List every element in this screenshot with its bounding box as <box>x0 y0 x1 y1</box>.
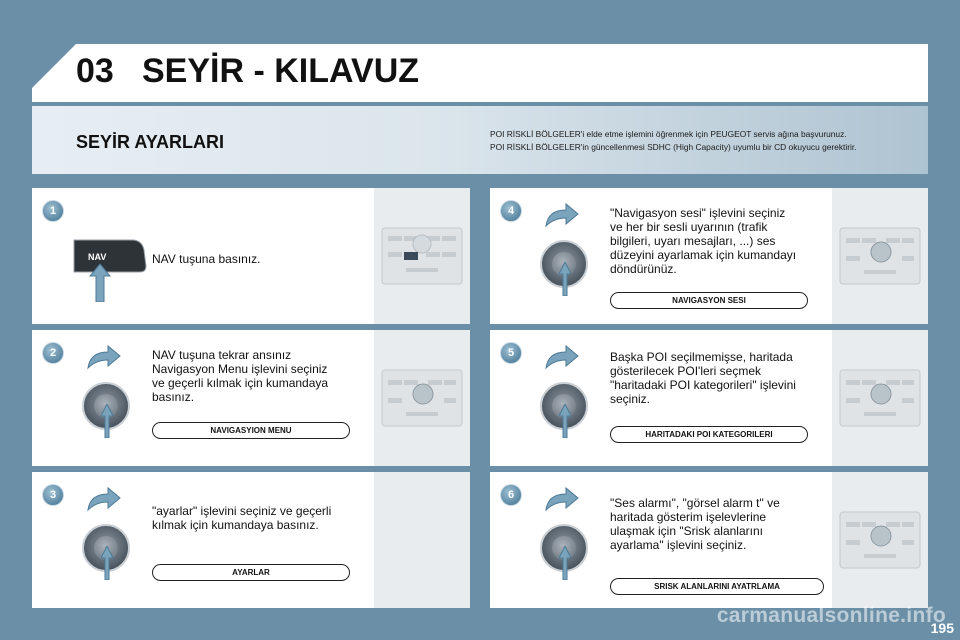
radio-image-panel <box>374 472 470 608</box>
step-number-badge: 5 <box>500 342 522 364</box>
instruction-line: ulaşmak için "Srisk alanlarını <box>610 524 763 538</box>
instruction-line: ve geçerli kılmak için kumandaya <box>152 376 329 390</box>
menu-label-pill: NAVIGASYION MENU <box>152 422 350 439</box>
radio-control-panel-image <box>838 226 922 286</box>
nav-button-text: NAV <box>88 252 107 262</box>
instruction-line: seçiniz. <box>610 392 651 406</box>
step-instruction <box>610 350 796 406</box>
instruction-line: ve her bir sesli uyarının (trafik <box>610 220 768 234</box>
section-title: SEYİR AYARLARI <box>76 132 225 152</box>
instruction-line: bilgileri, uyarı mesajları, ...) ses <box>610 234 776 248</box>
step-number-badge: 3 <box>42 484 64 506</box>
menu-label-pill: HARITADAKI POI KATEGORILERI <box>610 426 808 443</box>
press-arrow-icon <box>101 546 113 580</box>
press-arrow-icon <box>559 546 571 580</box>
instruction-line: NAV tuşuna tekrar ansınız <box>152 348 292 362</box>
step-number-badge: 1 <box>42 200 64 222</box>
step-card-5 <box>490 330 928 466</box>
radio-control-panel-image <box>838 510 922 570</box>
step-card-3 <box>32 472 470 608</box>
chapter-number: 03 <box>76 52 114 90</box>
menu-label-pill: SRISK ALANLARINI AYATRLAMA <box>610 578 824 595</box>
header-corner-cut <box>32 44 76 88</box>
instruction-line: "Navigasyon sesi" işlevini seçiniz <box>610 206 786 220</box>
step-number-badge: 6 <box>500 484 522 506</box>
rotate-arrow-icon <box>542 202 582 228</box>
step-card-4 <box>490 188 928 324</box>
rotate-arrow-icon <box>542 486 582 512</box>
step-instruction <box>610 206 796 276</box>
instruction-line: döndürünüz. <box>610 262 677 276</box>
rotate-arrow-icon <box>84 344 124 370</box>
chapter-title: SEYİR - KILAVUZ <box>142 52 420 90</box>
radio-control-panel-image <box>380 226 464 286</box>
step-card-6 <box>490 472 928 608</box>
instruction-line: Navigasyon Menu işlevini seçiniz <box>152 362 328 376</box>
rotate-arrow-icon <box>542 344 582 370</box>
nav-button-icon <box>70 236 150 302</box>
step-card-2 <box>32 330 470 466</box>
menu-label-pill: AYARLAR <box>152 564 350 581</box>
step-number-badge: 4 <box>500 200 522 222</box>
instruction-line: NAV tuşuna basınız. <box>152 252 261 266</box>
rotate-arrow-icon <box>84 486 124 512</box>
step-instruction <box>610 496 780 552</box>
instruction-line: "haritadaki POI kategorileri" işlevini <box>610 378 796 392</box>
section-header <box>32 106 928 174</box>
notice-line-2: POI RİSKLİ BÖLGELER'in güncellenmesi SDHC (High Capacity) uyumlu bir CD okuyucu gerektirir. <box>490 142 857 152</box>
instruction-line: Başka POI seçilmemişse, haritada <box>610 350 793 364</box>
watermark-text: carmanualsonline.info <box>716 604 946 627</box>
press-arrow-icon <box>559 404 571 438</box>
instruction-line: "ayarlar" işlevini seçiniz ve geçerli <box>152 504 332 518</box>
instruction-line: düzeyini ayarlamak için kumandayı <box>610 248 797 262</box>
radio-control-panel-image <box>838 368 922 428</box>
instruction-line: gösterilecek POI'leri seçmek <box>610 364 762 378</box>
menu-label-pill: NAVIGASYON SESI <box>610 292 808 309</box>
notice-line-1: POI RİSKLİ BÖLGELER'i elde etme işlemini öğrenmek için PEUGEOT servis ağına başvurunuz. <box>490 129 847 139</box>
radio-control-panel-image <box>380 368 464 428</box>
instruction-line: basınız. <box>152 390 195 404</box>
page-number: 195 <box>930 620 954 636</box>
instruction-line: "Ses alarmı", "görsel alarm t" ve <box>610 496 780 510</box>
instruction-line: kılmak için kumandaya basınız. <box>152 518 319 532</box>
press-arrow-icon <box>101 404 113 438</box>
step-instruction <box>152 348 328 404</box>
instruction-line: ayarlama" işlevini seçiniz. <box>610 538 747 552</box>
notice-text <box>490 128 857 154</box>
step-instruction <box>152 504 331 532</box>
step-number-badge: 2 <box>42 342 64 364</box>
chapter-header <box>32 44 928 102</box>
step-instruction <box>152 252 261 266</box>
step-card-1 <box>32 188 470 324</box>
press-arrow-icon <box>559 262 571 296</box>
instruction-line: haritada gösterim işelevlerine <box>610 510 767 524</box>
